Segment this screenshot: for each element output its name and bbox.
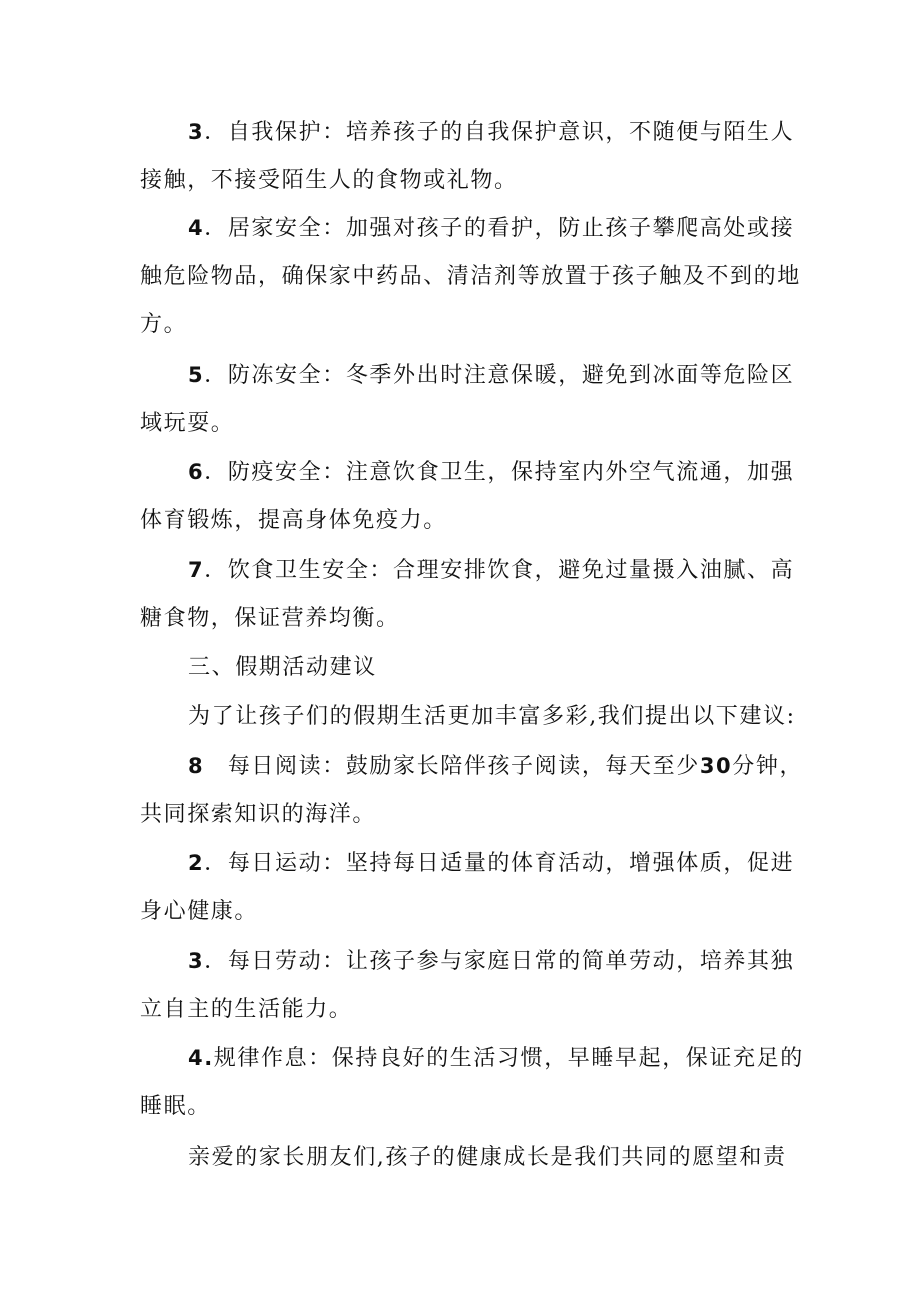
- item-text: 糖食物，保证营养均衡。: [140, 606, 400, 631]
- item-text: 方。: [140, 312, 188, 337]
- item-text: 域玩耍。: [140, 411, 235, 436]
- intro-paragraph: [140, 693, 796, 741]
- item-text: 睡眠。: [140, 1094, 211, 1119]
- item-text: 立自主的生活能力。: [140, 997, 353, 1022]
- item-text: 规律作息：保持良好的生活习惯，早睡早起，保证充足的: [213, 1046, 804, 1071]
- item-number: 5: [188, 363, 205, 387]
- item-text: ．防疫安全：注意饮食卫生，保持室内外空气流通，加强: [204, 460, 795, 485]
- item-number: 4: [188, 216, 205, 240]
- closing-text: 亲爱的家长朋友们,孩子的健康成长是我们共同的愿望和责: [188, 1145, 787, 1170]
- activity-item-reading: [140, 742, 804, 839]
- activity-item-chores: [140, 937, 795, 1034]
- item-number: 8: [188, 754, 205, 778]
- item-number: 3: [188, 949, 205, 973]
- item-text: ．自我保护：培养孩子的自我保护意识，不随便与陌生人: [204, 120, 795, 145]
- item-text: 身心健康。: [140, 899, 259, 924]
- safety-item-self-protection: [140, 108, 795, 205]
- activity-item-exercise: [140, 839, 795, 936]
- item-number: 6: [188, 460, 205, 484]
- activity-item-routine: [140, 1034, 804, 1131]
- item-text: 接触，不接受陌生人的食物或礼物。: [140, 168, 518, 193]
- section-heading: 三、假期活动建议: [188, 655, 377, 680]
- item-number: 7: [188, 558, 205, 582]
- item-text: ．每日运动：坚持每日适量的体育活动，增强体质，促进: [204, 851, 795, 876]
- safety-item-home: [140, 204, 801, 349]
- closing-paragraph: [140, 1134, 786, 1182]
- item-text: ．饮食卫生安全：合理安排饮食，避免过量摄入油腻、高: [204, 558, 795, 583]
- safety-item-food: [140, 546, 795, 643]
- safety-item-cold: [140, 351, 795, 448]
- item-text: ．居家安全：加强对孩子的看护，防止孩子攀爬高处或接: [204, 216, 795, 241]
- item-text: 分钟，: [732, 754, 804, 779]
- minutes-number: 30: [699, 754, 733, 778]
- item-text: ．防冻安全：冬季外出时注意保暖，避免到冰面等危险区: [204, 363, 795, 388]
- item-number: 4.: [188, 1046, 214, 1070]
- item-text: 体育锻炼，提高身体免疫力。: [140, 508, 447, 533]
- item-text: 每日阅读：鼓励家长陪伴孩子阅读，每天至少: [204, 754, 700, 779]
- item-number: 3: [188, 120, 205, 144]
- item-text: 触危险物品，确保家中药品、清洁剂等放置于孩子触及不到的地: [140, 264, 801, 289]
- safety-item-epidemic: [140, 448, 795, 545]
- item-text: ．每日劳动：让孩子参与家庭日常的简单劳动，培养其独: [204, 949, 795, 974]
- item-number: 2: [188, 851, 205, 875]
- item-text: 共同探索知识的海洋。: [140, 802, 377, 827]
- intro-text: 为了让孩子们的假期生活更加丰富多彩,我们提出以下建议:: [188, 704, 796, 729]
